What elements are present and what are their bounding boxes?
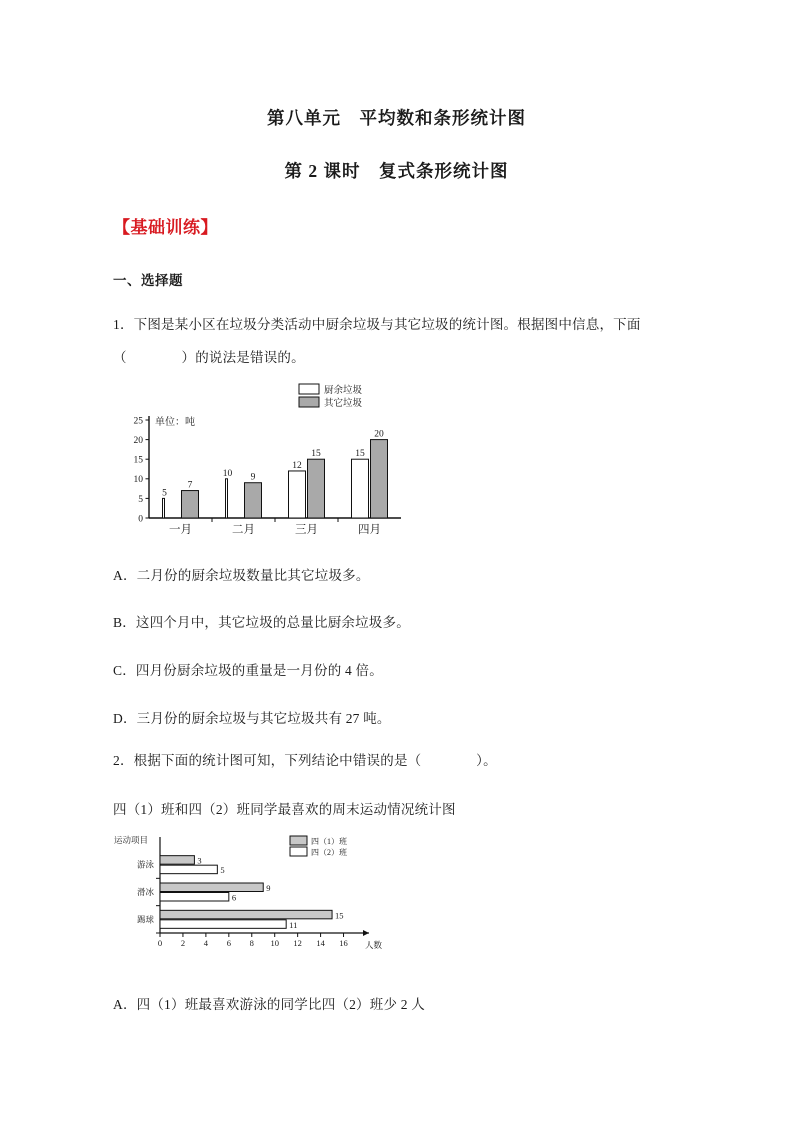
lesson-title: 第 2 课时 复式条形统计图 xyxy=(284,161,509,181)
chart1-value-四月-other: 20 xyxy=(374,429,384,440)
chart1-value-一月-other: 7 xyxy=(187,480,193,491)
bar-chart-sports xyxy=(112,833,407,968)
chart2-y-label-踢球: 踢球 xyxy=(136,914,154,925)
chart2-x-axis-arrow xyxy=(363,930,369,936)
question-1-line-1: 1．下图是某小区在垃圾分类活动中厨余垃圾与其它垃圾的统计图。根据图中信息，下面 xyxy=(113,317,641,332)
chart1-legend-swatch-0 xyxy=(299,384,319,394)
chart1-value-二月-other: 9 xyxy=(250,472,256,483)
chart1-value-三月-kitchen: 12 xyxy=(292,460,302,471)
sub-heading-choice-questions: 一、选择题 xyxy=(113,273,183,288)
chart2-bar-踢球-class1 xyxy=(160,910,332,919)
chart1-legend xyxy=(299,384,363,409)
chart2-x-tick-label: 6 xyxy=(226,938,231,948)
chart1-bars xyxy=(163,440,388,518)
question-1-option-d: D．三月份的厨余垃圾与其它垃圾共有 27 吨。 xyxy=(113,711,391,726)
chart2-value-踢球-class2: 11 xyxy=(289,919,298,930)
chart1-bar-一月-other xyxy=(182,491,199,518)
chart1-value-三月-other: 15 xyxy=(311,449,321,460)
chart1-value-四月-kitchen: 15 xyxy=(355,449,365,460)
question-2-caption: 四（1）班和四（2）班同学最喜欢的周末运动情况统计图 xyxy=(113,802,456,817)
chart2-value-滑冰-class2: 6 xyxy=(231,892,237,903)
chart1-value-labels xyxy=(155,415,384,498)
chart1-bar-四月-kitchen xyxy=(352,459,369,518)
chart1-x-label-三月: 三月 xyxy=(295,524,318,536)
chart2-bar-滑冰-class2 xyxy=(160,893,229,902)
chart2-bars xyxy=(160,856,332,929)
chart1-x-label-一月: 一月 xyxy=(169,524,192,536)
chart1-legend-label-1: 其它垃圾 xyxy=(324,399,363,409)
chart2-x-tick-label: 12 xyxy=(293,938,302,948)
chart1-y-tick-label: 15 xyxy=(133,455,143,466)
bar-chart-sports-svg xyxy=(112,833,407,968)
chart2-x-tick-label: 4 xyxy=(203,938,209,948)
chart2-legend xyxy=(290,836,347,857)
chart1-value-一月-kitchen: 5 xyxy=(162,488,167,499)
chart2-y-label-游泳: 游泳 xyxy=(136,859,154,870)
chart1-bar-一月-kitchen xyxy=(163,498,165,518)
chart2-legend-label-0: 四（1）班 xyxy=(311,837,347,846)
chart2-x-tick-label: 14 xyxy=(316,938,325,948)
question-2-line-1: 2．根据下面的统计图可知，下列结论中错误的是（ ）。 xyxy=(113,753,497,768)
chart1-legend-swatch-1 xyxy=(299,397,319,407)
chart1-bar-二月-kitchen xyxy=(226,479,228,518)
question-1-option-c: C．四月份厨余垃圾的重量是一月份的 4 倍。 xyxy=(113,663,383,678)
chart2-value-游泳-class2: 5 xyxy=(220,865,225,876)
chart2-x-tick-label: 8 xyxy=(249,938,254,948)
question-2-option-a: A．四（1）班最喜欢游泳的同学比四（2）班少 2 人 xyxy=(113,997,425,1012)
section-title: 【基础训练】 xyxy=(113,218,218,237)
chart2-value-游泳-class1: 3 xyxy=(197,855,202,866)
chart1-y-tick-label: 20 xyxy=(133,436,143,446)
chart1-value-二月-kitchen: 10 xyxy=(222,468,233,479)
bar-chart-garbage-svg xyxy=(113,378,413,538)
chart2-x-tick-label: 0 xyxy=(157,938,163,948)
chart1-y-tick-label: 0 xyxy=(138,514,143,525)
chart2-value-滑冰-class1: 9 xyxy=(266,883,271,893)
chart2-bar-游泳-class2 xyxy=(160,865,217,874)
chart2-legend-label-1: 四（2）班 xyxy=(311,848,347,857)
chart2-legend-swatch-1 xyxy=(290,847,307,856)
chart2-x-tick-label: 10 xyxy=(270,938,279,948)
chart1-bar-二月-other xyxy=(245,483,262,518)
chart2-y-axis-title: 运动项目 xyxy=(114,835,149,845)
chart2-legend-swatch-0 xyxy=(290,836,307,845)
chart2-x-tick-label: 16 xyxy=(339,938,348,948)
question-1-line-2: （ ）的说法是错误的。 xyxy=(113,350,305,365)
chart1-bar-三月-other xyxy=(308,459,325,518)
chart1-y-tick-label: 5 xyxy=(138,494,143,505)
chart1-unit-label: 单位：吨 xyxy=(155,417,195,428)
chart1-bar-三月-kitchen xyxy=(289,471,306,518)
chart2-x-tick-label: 2 xyxy=(180,938,186,948)
question-1-option-a: A．二月份的厨余垃圾数量比其它垃圾多。 xyxy=(113,568,370,583)
chart1-y-tick-label: 25 xyxy=(133,416,143,427)
chart2-bar-游泳-class1 xyxy=(160,856,194,865)
chart2-bar-踢球-class2 xyxy=(160,920,286,929)
question-1-option-b: B．这四个月中，其它垃圾的总量比厨余垃圾多。 xyxy=(113,615,410,630)
chart1-bar-四月-other xyxy=(371,440,388,518)
chart2-bar-滑冰-class1 xyxy=(160,883,263,892)
chart1-legend-label-0: 厨余垃圾 xyxy=(324,386,363,396)
chart1-x-label-二月: 二月 xyxy=(232,524,255,536)
chart1-x-label-四月: 四月 xyxy=(358,524,381,536)
chart2-value-踢球-class1: 15 xyxy=(335,910,344,921)
unit-title: 第八单元 平均数和条形统计图 xyxy=(267,108,526,128)
chart2-y-label-滑冰: 滑冰 xyxy=(136,887,154,897)
bar-chart-garbage xyxy=(113,378,413,538)
chart1-y-tick-label: 10 xyxy=(133,475,143,486)
chart2-x-axis-title: 人数 xyxy=(365,940,383,950)
